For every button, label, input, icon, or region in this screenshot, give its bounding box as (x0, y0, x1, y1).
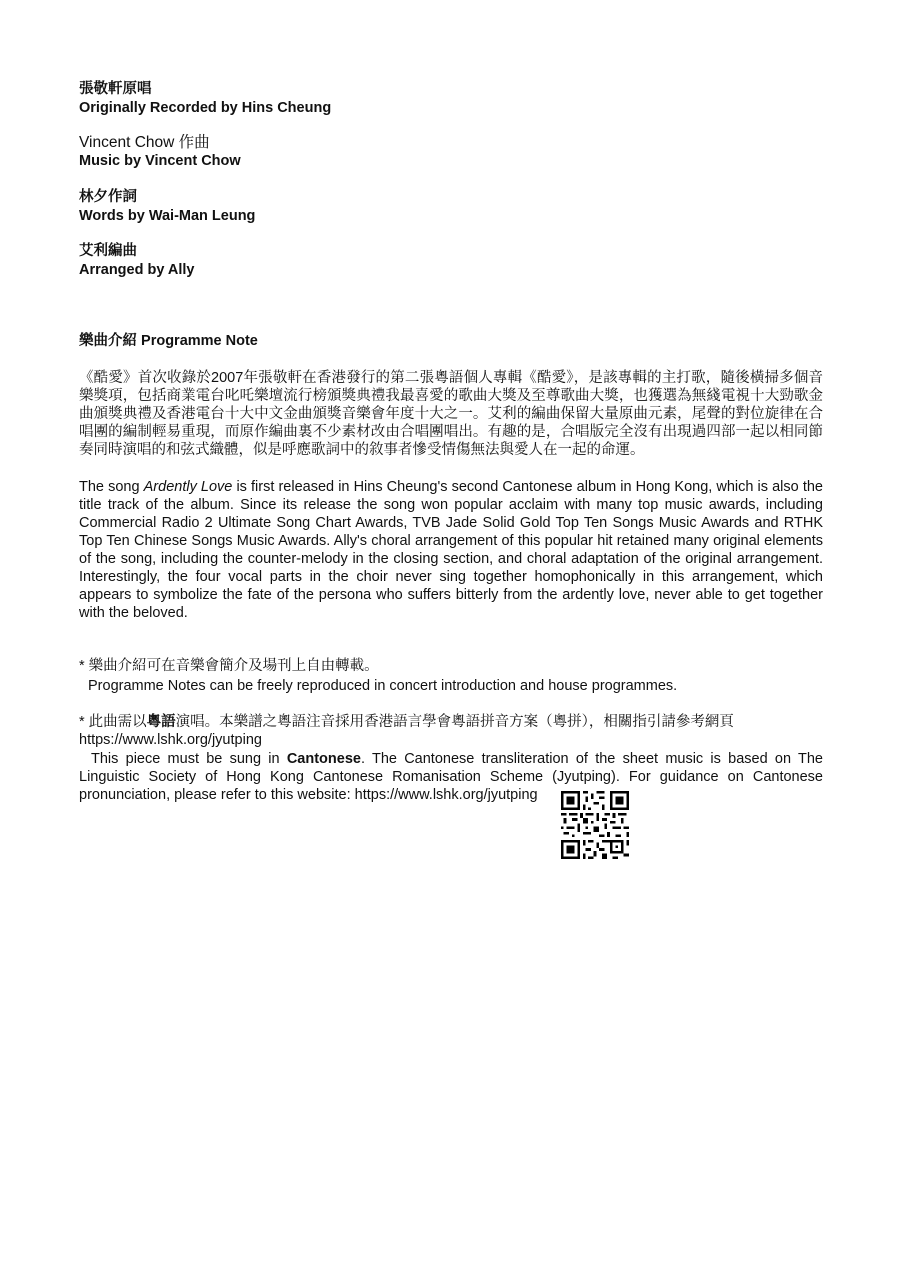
reproduce-note-zh: * 樂曲介紹可在音樂會簡介及場刊上自由轉載。 (79, 658, 379, 674)
language-name-en: Cantonese (286, 751, 361, 767)
credit-en: Arranged by Ally (79, 262, 195, 278)
credit-arranger (79, 242, 823, 280)
credit-zh: 林夕作詞 (79, 189, 137, 205)
language-note-en-body: . The Cantonese transliteration of the sheet music is based on The Linguistic Society of Hong Kong Cantonese Romanisation Scheme (Jyutping). For guidance on Cantonese pronunciation, please refer to this website: https://www.lshk.org/jyutping (79, 751, 823, 803)
credit-original-singer (79, 80, 823, 118)
language-note-zh (79, 713, 823, 749)
programme-note-en-lead: The song (79, 479, 144, 495)
language-note-en-lead: This piece must be sung in (91, 751, 287, 767)
programme-note-zh: 《酷愛》首次收錄於2007年張敬軒在香港發行的第二張粵語個人專輯《酷愛》，是該專輯的主打歌，隨後橫掃多個音樂獎項，包括商業電台叱吒樂壇流行榜頒獎典禮我最喜愛的歌曲大獎及至尊歌曲大獎，也獲選為無綫電視十大勁歌金曲頒獎典禮及香港電台十大中文金曲頒獎音樂會年度十大之一。艾利的編曲保留大量原曲元素，尾聲的對位旋律在合唱團的編制輕易重現，而原作編曲裏不少素材改由合唱團唱出。有趣的是，合唱版完全沒有出現過四部一起以相同節奏同時演唱的和弦式織體，似是呼應歌詞中的敘事者慘受情傷無法與愛人在一起的命運。 (79, 370, 823, 458)
credit-en: Words by Wai-Man Leung (79, 208, 256, 224)
programme-note-heading: 樂曲介紹 Programme Note (79, 333, 258, 349)
language-note-zh-body: 演唱。本樂譜之粵語注音採用香港語言學會粵語拼音方案（粵拼），相關指引請參考網頁 https://www.lshk.org/jyutping (79, 714, 734, 748)
credit-zh: 張敬軒原唱 (79, 81, 152, 97)
credit-en: Originally Recorded by Hins Cheung (79, 100, 332, 116)
language-name-zh: 粵語 (146, 714, 176, 730)
qr-code-icon[interactable] (561, 791, 629, 859)
credit-en: Music by Vincent Chow (79, 153, 241, 169)
programme-note-en-body: is first released in Hins Cheung's second Cantonese album in Hong Kong, which is also the title track of the album. Since its release the song won popular acclaim with many top music awards, including Commercial Radio 2 Ultimate Song Chart Awards, TVB Jade Solid Gold Top Ten Songs Music Awards and RTHK Top Ten Chinese Songs Music Awards. Ally's choral arrangement of this popular hit retained many original elements of the song, including the counter-melody in the closing section, and choral adaptation of the original arrangement. Interestingly, the four vocal parts in the choir never sing together homophonically in this arrangement, which appears to symbolize the fate of the persona who suffers bitterly from the ardently love, never able to get together with the beloved. (79, 479, 823, 621)
programme-note-en (79, 478, 823, 622)
credit-zh: Vincent Chow 作曲 (79, 134, 210, 151)
language-note-zh-lead: * 此曲需以 (79, 714, 147, 730)
reproduce-note-en: Programme Notes can be freely reproduced in concert introduction and house programmes. (88, 678, 678, 694)
song-title: Ardently Love (143, 479, 233, 495)
credit-lyricist (79, 188, 823, 226)
credit-zh: 艾利編曲 (79, 243, 137, 259)
credit-composer (79, 133, 823, 171)
language-note-en (79, 750, 823, 804)
